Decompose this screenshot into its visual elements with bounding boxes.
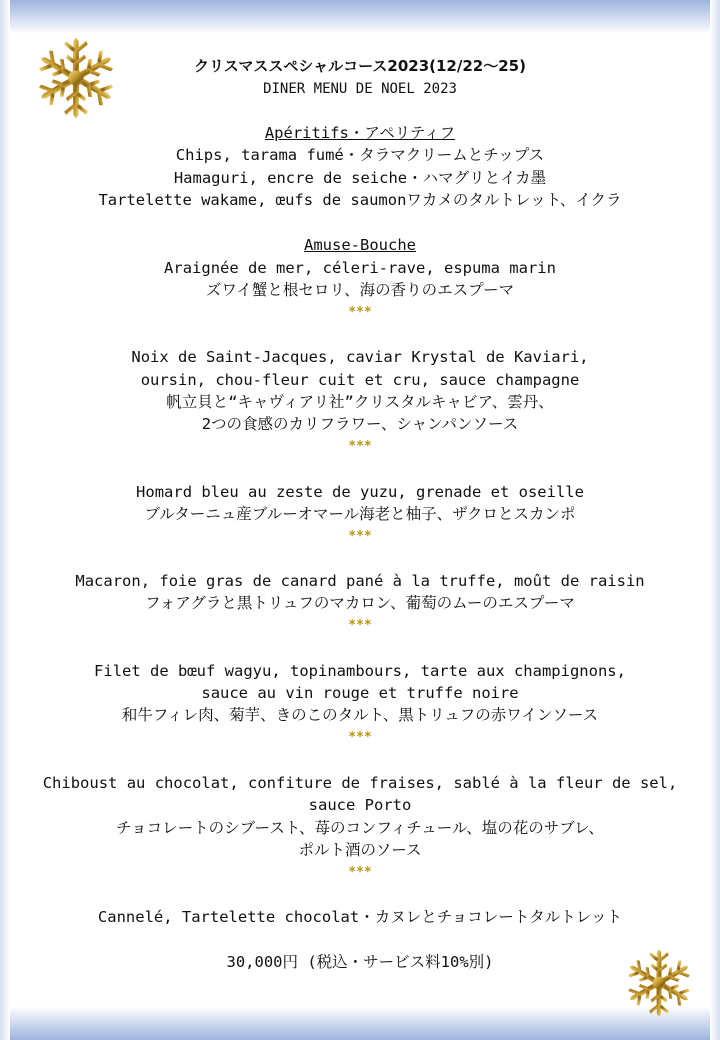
amuse-bouche-line: ズワイ蟹と根セロリ、海の香りのエスプーマ [205, 281, 515, 299]
course-line: 和牛フィレ肉、菊芋、きのこのタルト、黒トリュフの赤ワインソース [121, 706, 599, 724]
course-separator: *** [348, 730, 372, 745]
course-line: ブルターニュ産ブルーオマール海老と柚子、ザクロとスカンポ [144, 505, 576, 523]
course-line: Chiboust au chocolat, confiture de fraises, sablé à la fleur de sel, [42, 774, 678, 792]
menu-title: クリスマススペシャルコース2023(12/22～25) [194, 57, 526, 75]
course-line: oursin, chou-fleur cuit et cru, sauce champagne [140, 371, 580, 389]
course-separator: *** [348, 439, 372, 454]
amuse-bouche-heading: Amuse-Bouche [304, 236, 416, 254]
aperitif-item: Hamaguri, encre de seiche・ハマグリとイカ墨 [173, 169, 547, 187]
menu-price: 30,000円 (税込・サービス料10%別) [226, 953, 494, 971]
course-separator: *** [348, 618, 372, 633]
course-line: Macaron, foie gras de canard pané à la truffe, moût de raisin [75, 572, 645, 590]
course-line: チョコレートのシブースト、苺のコンフィチュール、塩の花のサブレ、 [116, 819, 604, 837]
course-line: フォアグラと黒トリュフのマカロン、葡萄のムーのエスプーマ [145, 594, 575, 612]
course-line: Filet de bœuf wagyu, topinambours, tarte aux champignons, [94, 662, 626, 680]
aperitifs-heading: Apéritifs・アペリティフ [264, 124, 456, 142]
course-separator: *** [348, 305, 372, 320]
top-blue-border [0, 0, 720, 34]
course-line: 2つの食感のカリフラワー、シャンパンソース [201, 415, 519, 433]
course-line: 帆立貝と“キャヴィアリ社”クリスタルキャビア、雲丹、 [166, 393, 554, 411]
aperitif-item: Tartelette wakame, œufs de saumonワカメのタルトレット、イクラ [98, 191, 622, 209]
course-line: Homard bleu au zeste de yuzu, grenade et oseille [136, 483, 584, 501]
course-line: sauce au vin rouge et truffe noire [201, 684, 519, 702]
amuse-bouche-line: Araignée de mer, céleri-rave, espuma marin [164, 259, 556, 277]
course-line: sauce Porto [308, 796, 412, 814]
bottom-blue-border [0, 1006, 720, 1040]
course-line: Noix de Saint-Jacques, caviar Krystal de Kaviari, [131, 348, 589, 366]
menu-subtitle: DINER MENU DE NOEL 2023 [263, 81, 457, 97]
course-separator: *** [348, 865, 372, 880]
course-line: ポルト酒のソース [298, 841, 422, 859]
mignardises-line: Cannelé, Tartelette chocolat・カヌレとチョコレートタルトレット [97, 908, 623, 926]
course-separator: *** [348, 529, 372, 544]
aperitif-item: Chips, tarama fumé・タラマクリームとチップス [175, 146, 545, 164]
